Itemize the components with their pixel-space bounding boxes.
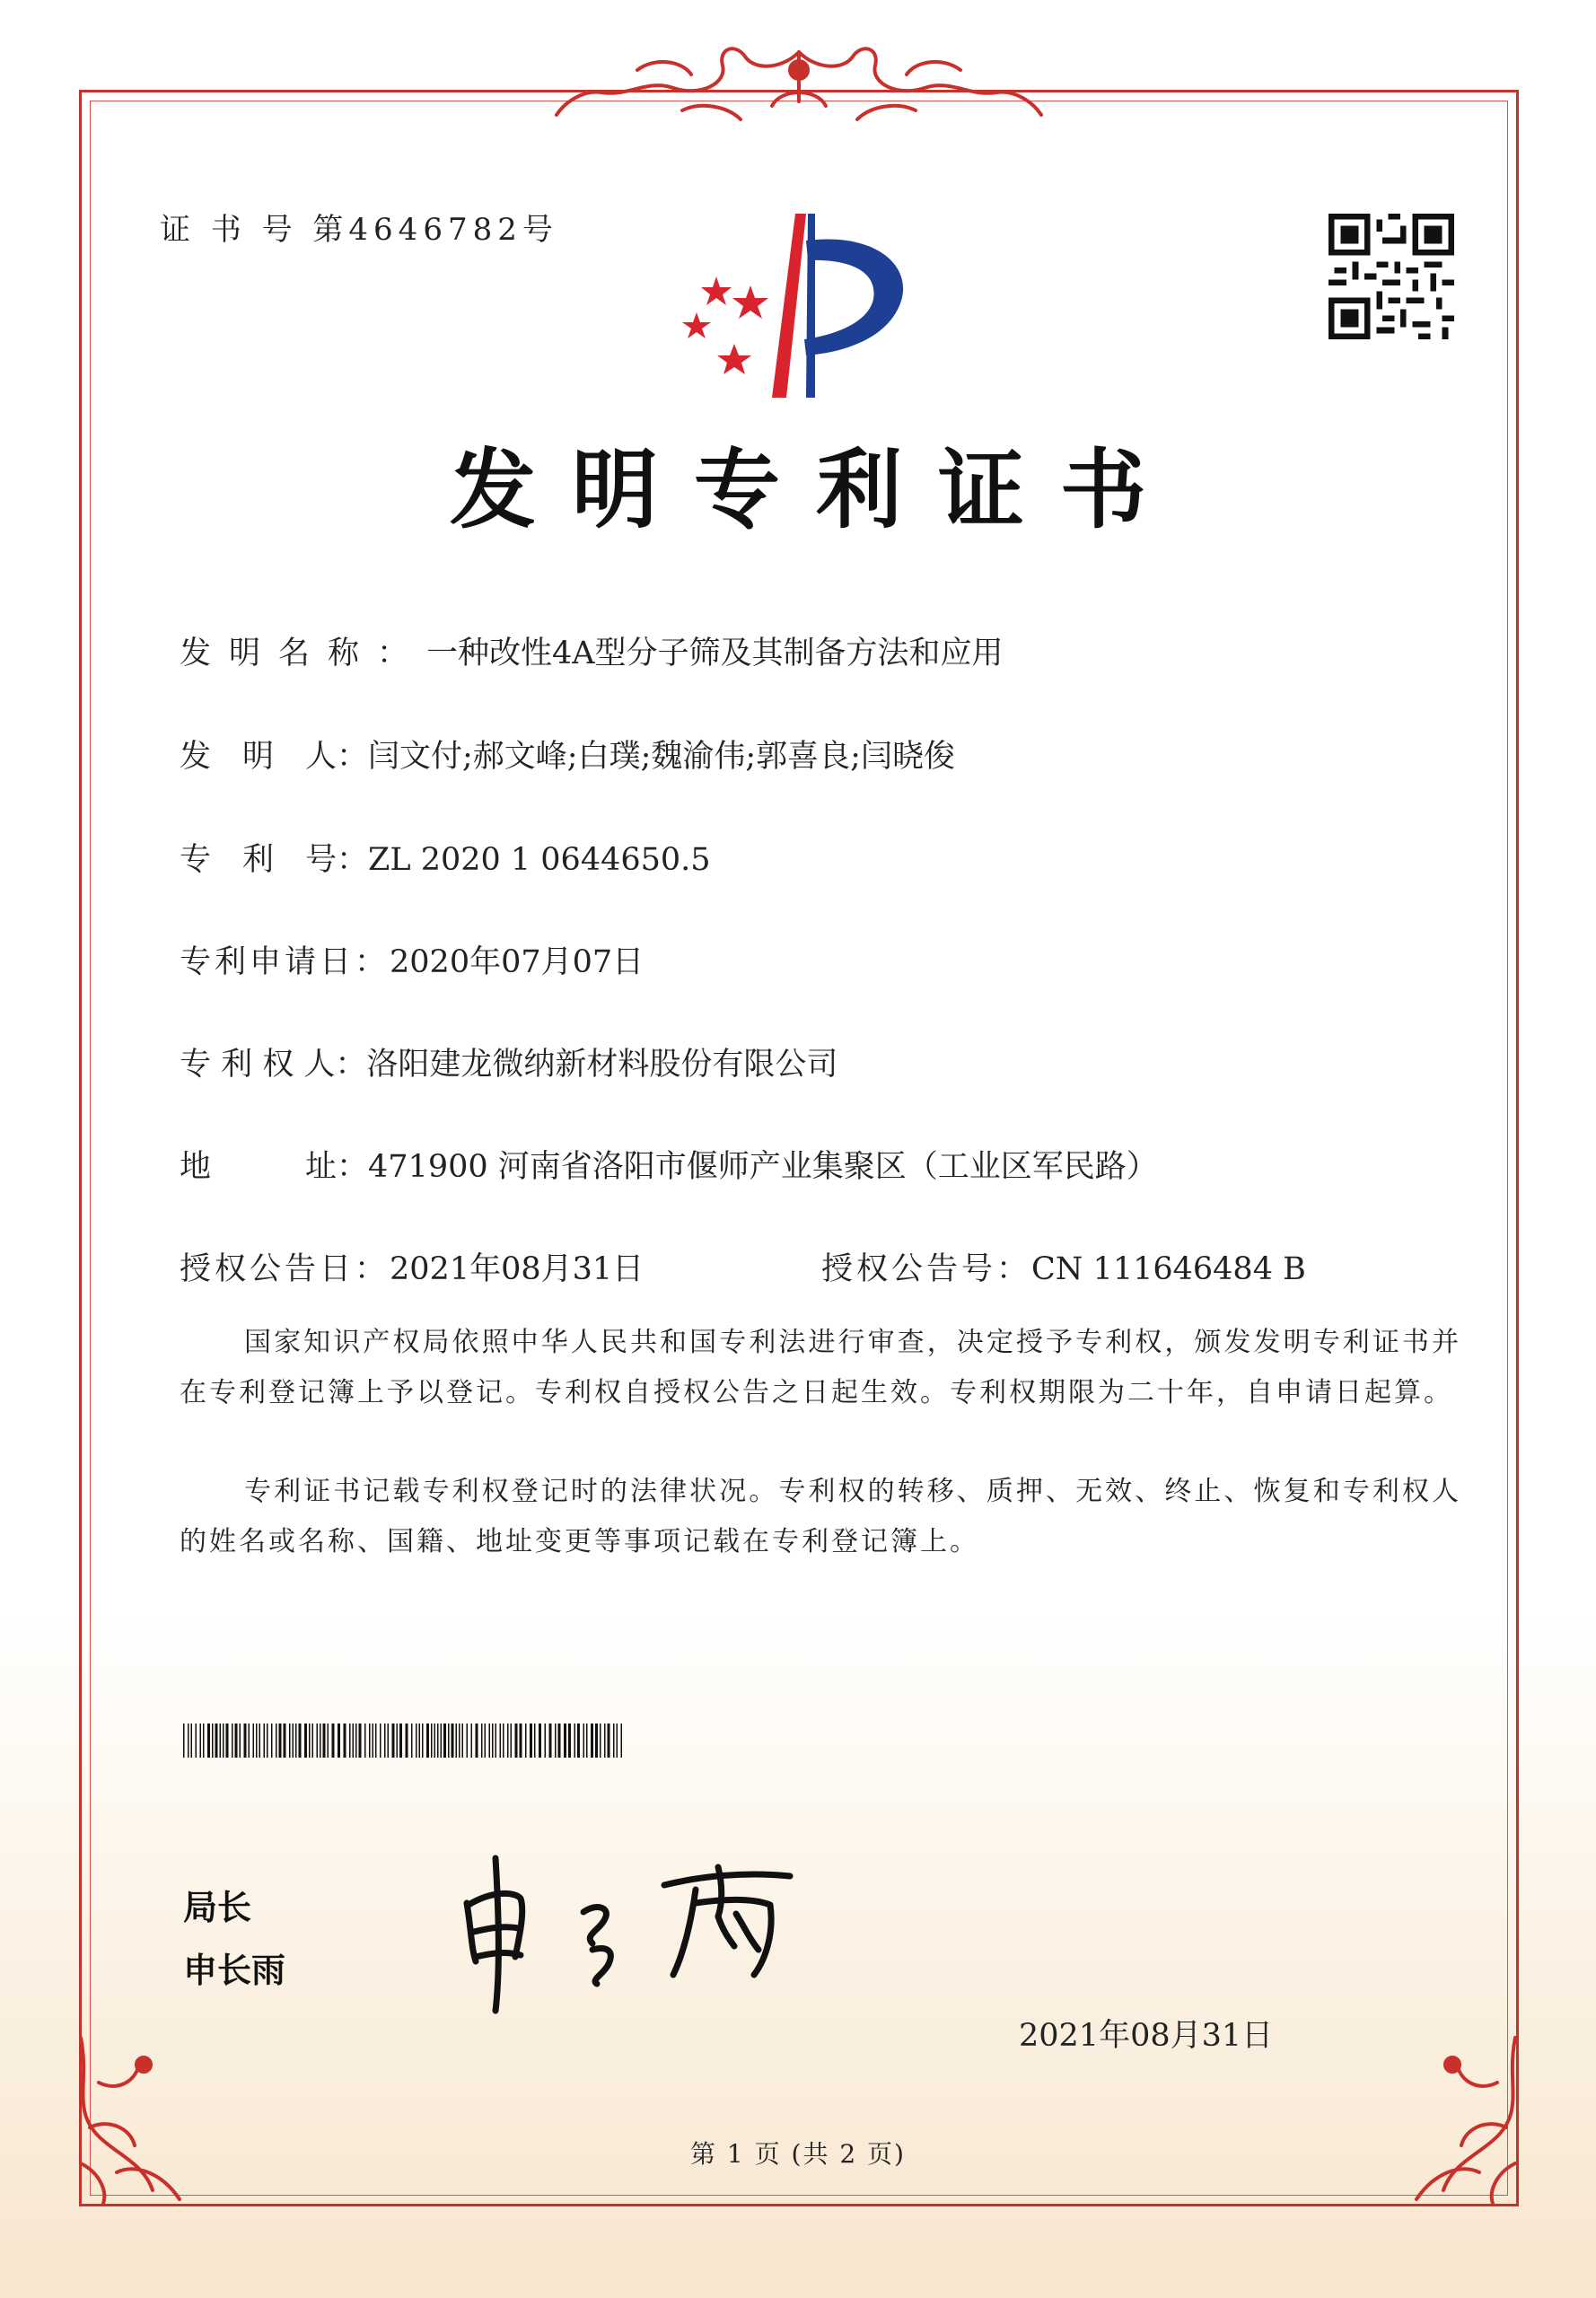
barcode-icon (183, 1724, 623, 1758)
grant-number-value: CN 111646484 B (1031, 1251, 1306, 1287)
patent-number-label: 专 利 号： (180, 842, 369, 878)
field-filing-date (180, 937, 644, 982)
inventors-value: 闫文付;郝文峰;白璞;魏渝伟;郭喜良;闫晓俊 (368, 739, 955, 775)
director-name: 申长雨 (183, 1951, 286, 1990)
invention-name-value: 一种改性4A型分子筛及其制备方法和应用 (426, 636, 1004, 671)
field-address (180, 1142, 1158, 1187)
grant-number-label: 授权公告号： (821, 1251, 1032, 1287)
field-grant-number (821, 1244, 1306, 1289)
address-label: 地 址： (180, 1149, 369, 1185)
director-signature (449, 1849, 844, 2020)
certificate-title: 发明专利证书 (450, 439, 1182, 540)
director-title: 局长 (183, 1888, 252, 1927)
grant-date-value: 2021年08月31日 (390, 1251, 645, 1287)
bottom-left-ornament-icon (63, 2029, 215, 2208)
patent-number-value: ZL 2020 1 0644650.5 (368, 842, 711, 878)
patent-office-emblem-icon (671, 205, 932, 411)
field-grant-date (180, 1244, 644, 1289)
top-ornament-icon (548, 34, 1050, 133)
inventor-label: 发 明 人： (180, 739, 369, 775)
field-patent-number (180, 835, 711, 880)
issue-date: 2021年08月31日 (1019, 2018, 1274, 2054)
filing-date-label: 专利申请日： (180, 944, 390, 980)
address-value: 471900 河南省洛阳市偃师产业集聚区（工业区军民路） (368, 1149, 1158, 1185)
invention-name-label: 发明名称： (180, 636, 427, 671)
bottom-right-ornament-icon (1381, 2029, 1533, 2208)
patentee-value: 洛阳建龙微纳新材料股份有限公司 (366, 1047, 838, 1083)
page-indicator: 第 1 页 (共 2 页) (690, 2139, 906, 2169)
field-inventors (180, 732, 955, 776)
field-invention-name (180, 628, 1004, 673)
statement-paragraph-2: 专利证书记载专利权登记时的法律状况。专利权的转移、质押、无效、终止、恢复和专利权人的姓名或名称、国籍、地址变更等事项记载在专利登记簿上。 (180, 1476, 1461, 1557)
field-patentee (180, 1039, 837, 1084)
patentee-label: 专 利 权 人： (180, 1047, 367, 1083)
statement-paragraph-1: 国家知识产权局依照中华人民共和国专利法进行审查，决定授予专利权，颁发发明专利证书并在专利登记簿上予以登记。专利权自授权公告之日起生效。专利权期限为二十年，自申请日起算。 (180, 1327, 1461, 1408)
grant-date-label: 授权公告日： (180, 1251, 390, 1287)
filing-date-value: 2020年07月07日 (390, 944, 645, 980)
certificate-number: 证 书 号 第4646782号 (160, 212, 558, 248)
qr-code-icon (1329, 214, 1454, 339)
